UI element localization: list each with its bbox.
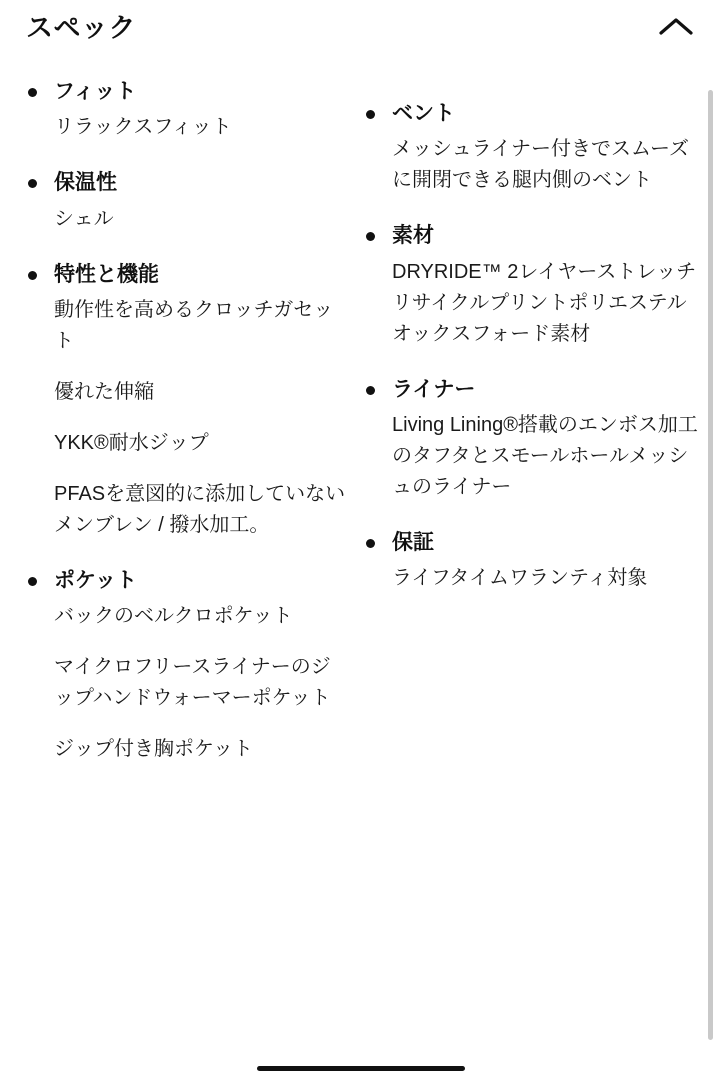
spec-group-title: 特性と機能 (54, 262, 159, 286)
spec-group-head (26, 169, 350, 197)
spec-group-title: ライナー (392, 377, 476, 401)
spec-group (26, 169, 350, 234)
spec-value: 動作性を高めるクロッチガセット (54, 299, 334, 353)
bullet-icon (28, 577, 37, 586)
spec-group-title: 保温性 (54, 171, 117, 195)
spec-group-head (26, 261, 350, 289)
spec-value: Living Lining®搭載のエンボス加工のタフタとスモールホールメッシュのライナー (392, 414, 698, 499)
spec-group (364, 100, 699, 196)
spec-column-left (26, 78, 356, 765)
spec-group-values (26, 112, 350, 143)
spec-section-header (26, 0, 699, 56)
spec-value: メッシュライナー付きでスムーズに開閉できる腿内側のベント (392, 138, 689, 192)
spec-value: バックのベルクロポケット (54, 605, 293, 628)
scrollbar-thumb[interactable] (708, 90, 713, 1040)
collapse-section-button[interactable] (659, 16, 693, 38)
spec-value: ライフタイムワランティ対象 (392, 567, 648, 590)
bullet-icon (28, 88, 37, 97)
spec-value: PFASを意図的に添加していないメンブレン / 撥水加工。 (54, 483, 346, 537)
spec-value: シェル (54, 207, 114, 230)
spec-column-right (356, 100, 699, 765)
spec-group-head (364, 529, 699, 557)
spec-group-values (364, 563, 699, 594)
spec-group (364, 376, 699, 503)
spec-group (26, 261, 350, 541)
spec-group-values (26, 601, 350, 765)
spec-group-head (364, 376, 699, 404)
chevron-up-icon (659, 16, 693, 38)
spec-columns (26, 78, 699, 765)
home-indicator (257, 1066, 465, 1071)
spec-group (26, 78, 350, 143)
spec-group-head (26, 567, 350, 595)
spec-group-head (364, 100, 699, 128)
spec-group-values (26, 204, 350, 235)
spec-group-title: 素材 (392, 224, 434, 248)
spec-group-values (26, 295, 350, 541)
spec-group-values (364, 257, 699, 350)
page-scrollbar[interactable] (711, 0, 717, 1080)
spec-group (364, 529, 699, 594)
spec-group-head (364, 222, 699, 250)
bullet-icon (366, 232, 375, 241)
spec-group (364, 222, 699, 349)
spec-group-title: 保証 (392, 531, 434, 555)
spec-value: 優れた伸縮 (54, 381, 154, 404)
spec-group-title: ベント (392, 102, 455, 125)
bullet-icon (366, 386, 375, 395)
bullet-icon (366, 539, 375, 548)
spec-value: DRYRIDE™ 2レイヤーストレッチリサイクルプリントポリエステルオックスフォード素材 (392, 260, 697, 345)
spec-group-values (364, 410, 699, 503)
spec-value: YKK®耐水ジップ (54, 432, 209, 455)
bullet-icon (28, 271, 37, 280)
bullet-icon (28, 179, 37, 188)
spec-value: リラックスフィット (54, 116, 232, 139)
spec-group-values (364, 134, 699, 196)
bullet-icon (366, 110, 375, 119)
page-title: スペック (26, 13, 136, 43)
spec-group-head (26, 78, 350, 106)
spec-value: ジップ付き胸ポケット (54, 738, 253, 761)
spec-group-title: ポケット (54, 569, 137, 593)
spec-group (26, 567, 350, 765)
spec-value: マイクロフリースライナーのジップハンドウォーマーポケット (54, 656, 331, 710)
spec-group-title: フィット (54, 80, 137, 103)
